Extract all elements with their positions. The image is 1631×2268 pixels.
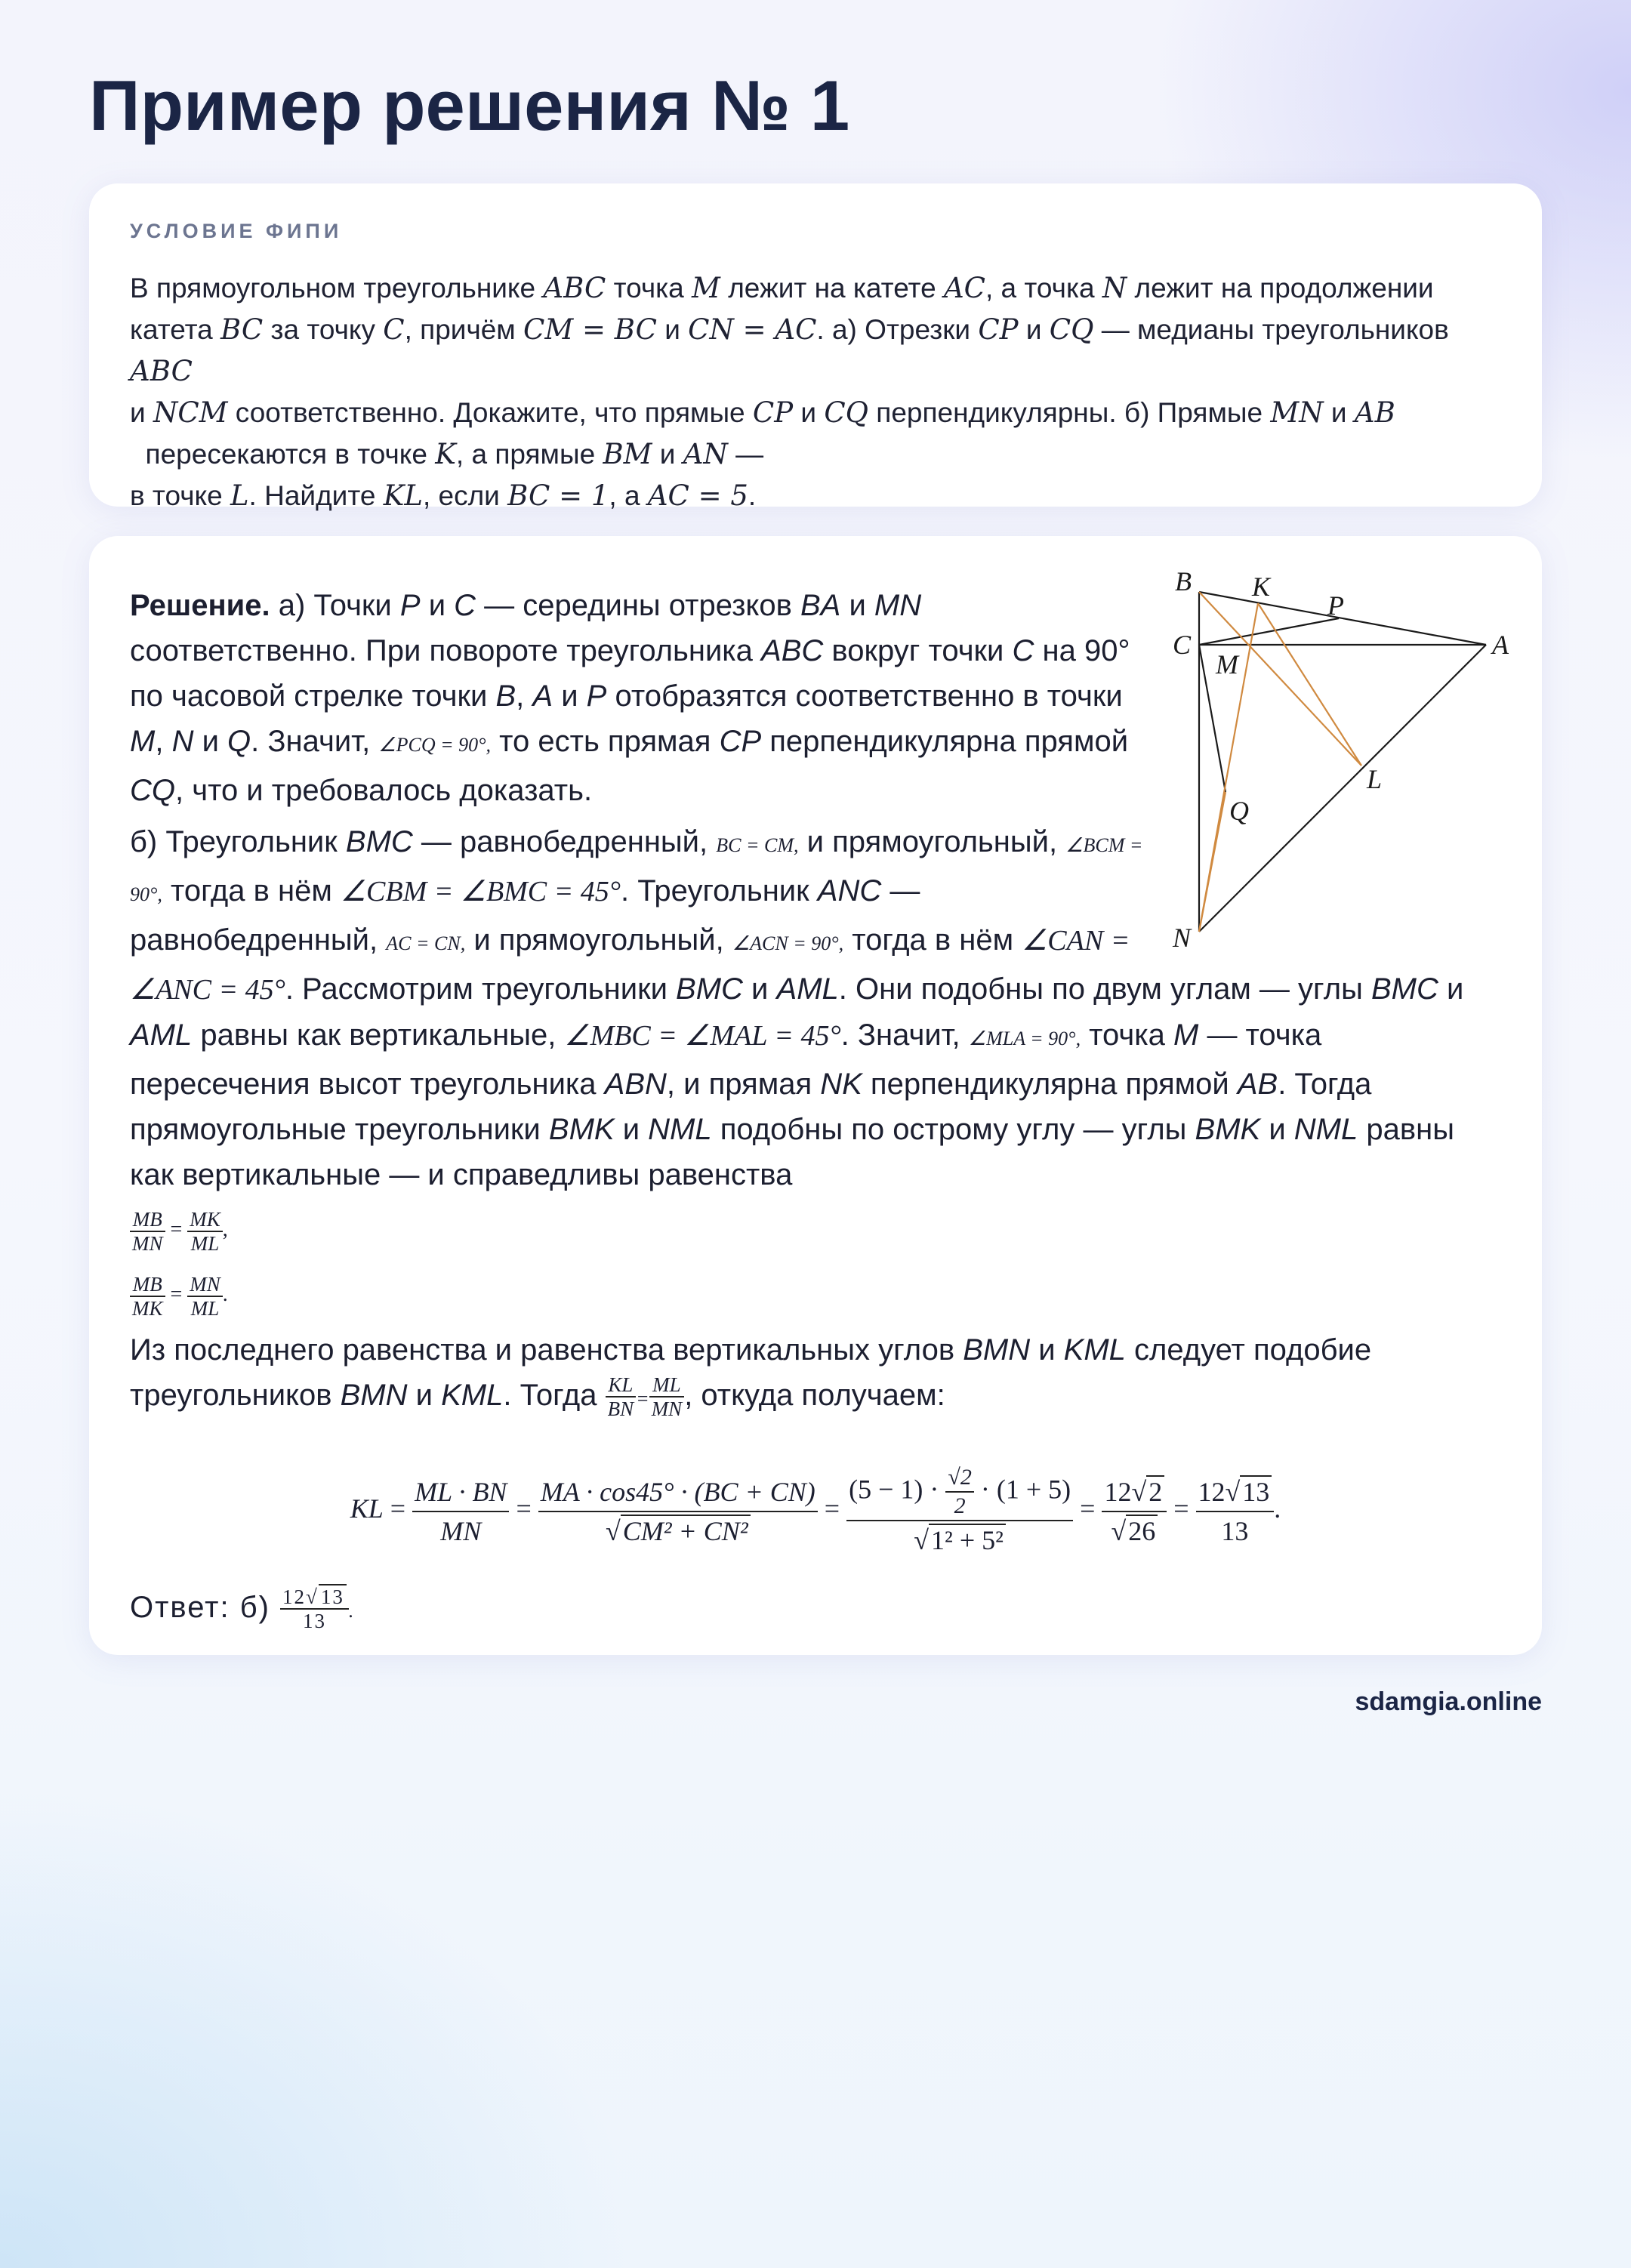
label-M: M: [1216, 649, 1238, 679]
solution-card: [89, 536, 1542, 1655]
solution-part-b: б) Треугольник BMC — равнобедренный, BC = CM, и прямоугольный, ∠BCM = 90°, тогда в нём ∠CBM = ∠BMC = 45°. Треугольник ANC — равнобедренный, AC = CN, и прямоугольный, ∠ACN = 90°, тогда в нём ∠CAN = ∠ANC = 45°. Рассмотрим треугольники BMC и AML. Они подобны по двум углам — углы BMC и AML равны как вертикальные, ∠MBC = ∠MAL = 45°. Значит, ∠MLA = 90°, точка M — точка пересечения высот треугольника ABN, и прямая NK перпендикулярна прямой AB. Тогда прямоугольные треугольники BMK и NML подобны по острому углу — углы BMK и NML равны как вертикальные — и справедливы равенства: [130, 825, 1464, 1191]
page-title: Пример решения № 1: [89, 66, 850, 145]
solution-part-c: Из последнего равенства и равенства вертикальных углов BMN и KML следует подобие треугольников BMN и KML. Тогда $\frac{KL}{BN}$ = $\frac{ML}{MN}$ , откуда получаем:: [130, 1333, 1372, 1421]
condition-label: УСЛОВИЕ ФИПИ: [130, 220, 343, 242]
label-N: N: [1173, 923, 1192, 953]
label-P: P: [1327, 590, 1344, 621]
label-B: B: [1175, 566, 1192, 596]
condition-text: В прямоугольном треугольнике ABC точка M лежит на катете AC, а точка N лежит на продолжении катета BC за точку C, причём CM = BC и CN = AC. а) Отрезки CP и CQ — медианы треугольников ABC и NCM соответственно. Докажите, что прямые CP и CQ перпендикулярны. б) Прямые MN и AB пересекаются в точке K, а прямые BM и AN — в точке L. Найдите KL, если BC = 1, а AC = 5.: [130, 272, 1449, 512]
kl-formula: KL = $\frac{ML \cdot BN}{MN}$ = $\frac{MA \cdot \cos 45^\circ \cdot (BC + CN)}{\text{√CM² + CN²}}$ = (5 − 1) · $\frac{√2}{2}$ · (1 + 5) √1² + 5² = $\frac{12√2}{√26}$ = $\frac{12√13}{13}$ .: [350, 1464, 1281, 1555]
segment-MN-line: [1199, 792, 1226, 932]
segment-CP: [1199, 618, 1339, 645]
ratio-equation-2: $\frac{MB}{MK}$ = $\frac{MN}{ML}$ .: [130, 1262, 1501, 1327]
condition-card: [89, 183, 1542, 512]
geometry-figure: [1169, 562, 1516, 954]
label-Q: Q: [1229, 796, 1249, 826]
solution-part-a: Решение. а) Точки P и C — середины отрезков BA и MN соответственно. При повороте треугольника ABC вокруг точки C на 90° по часовой стрелке точки B, A и P отобразятся соответственно в точки M, N и Q. Значит, ∠PCQ = 90°, то есть прямая CP перпендикулярна прямой CQ, что и требовалось доказать.: [130, 589, 1130, 807]
label-L: L: [1367, 764, 1383, 794]
label-K: K: [1252, 572, 1271, 602]
brand-footer: sdamgia.online: [1355, 1687, 1542, 1716]
ratio-equation-1: $\frac{MB}{MN}$ = $\frac{MK}{ML}$ ,: [130, 1197, 1501, 1262]
label-C: C: [1173, 630, 1192, 660]
label-A: A: [1492, 630, 1509, 660]
answer-line: Ответ: б) $\frac{12√ 13}{13}$ .: [130, 1585, 356, 1633]
segment-KM-ext: [1258, 603, 1361, 766]
